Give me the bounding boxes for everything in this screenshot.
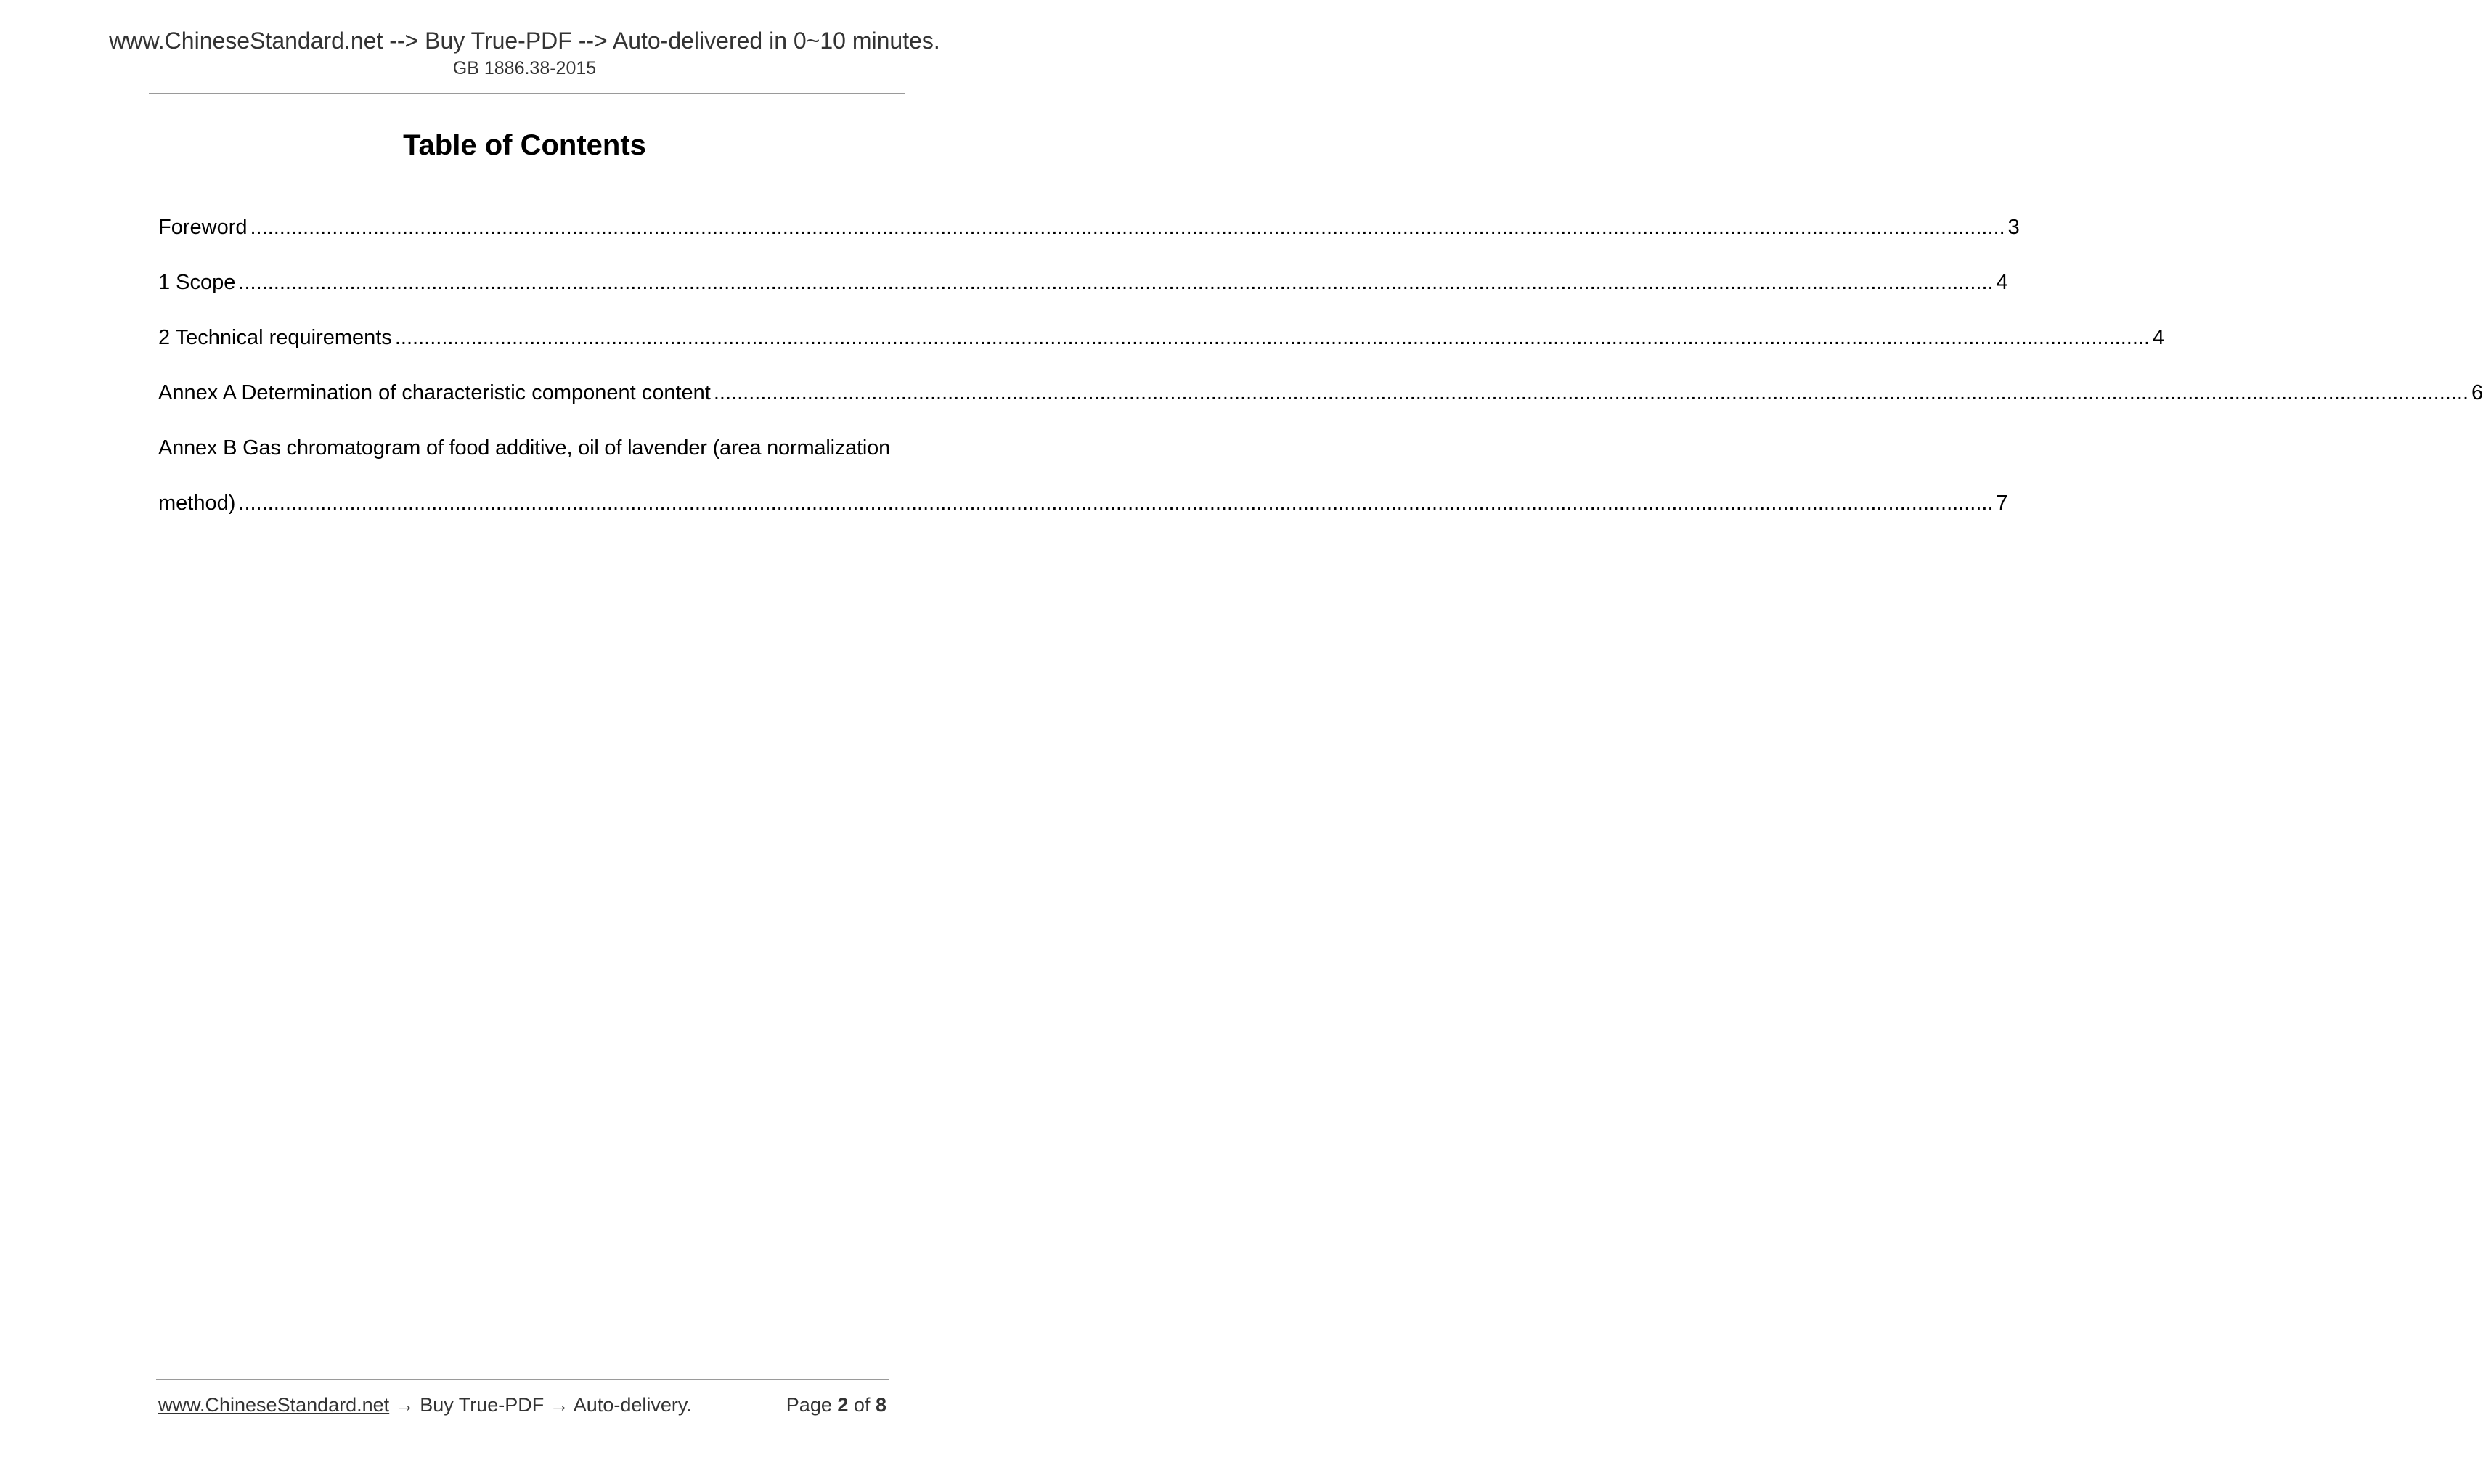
footer-site-link[interactable]: www.ChineseStandard.net — [158, 1394, 390, 1416]
toc-title: Table of Contents — [403, 129, 646, 161]
header-banner: www.ChineseStandard.net --> Buy True-PDF --> Auto-delivered in 0~10 minutes. — [109, 28, 940, 54]
page-indicator — [786, 1393, 886, 1417]
footer-promo — [158, 1393, 692, 1417]
of-word: of — [853, 1394, 871, 1416]
arrow-icon: → — [549, 1394, 569, 1416]
toc-entry-page: 4 — [2153, 326, 2165, 349]
toc-entry-annex-b[interactable] — [158, 489, 2008, 518]
total-page-number: 8 — [875, 1394, 886, 1416]
toc-entry-annex-a[interactable] — [158, 378, 2483, 407]
toc-entry-label: Annex A Determination of characteristic component content — [158, 381, 711, 404]
toc-entry-page: 7 — [1996, 492, 2008, 515]
toc-entry-annex-b-line1[interactable]: Annex B Gas chromatogram of food additive, oil of lavender (area normalization — [158, 436, 890, 460]
toc-entry-page: 3 — [2007, 216, 2020, 239]
arrow-icon: → — [394, 1394, 415, 1416]
dot-leader: ............................................................................................................................................................................................................................................................................................................ — [713, 381, 2469, 404]
toc-entry-label: 1 Scope — [158, 271, 236, 294]
toc-entry-page: 6 — [2471, 381, 2483, 404]
standard-number: GB 1886.38-2015 — [452, 58, 597, 78]
toc-entry-page: 4 — [1996, 271, 2008, 294]
dot-leader: ............................................................................................................................................................................................................................................................................................................ — [238, 492, 1994, 515]
toc-entry-label: 2 Technical requirements — [158, 326, 392, 349]
toc-entry-scope[interactable] — [158, 268, 2008, 297]
dot-leader: ............................................................................................................................................................................................................................................................................................................ — [238, 271, 1994, 294]
toc-entry-label: Foreword — [158, 216, 248, 239]
header-divider — [149, 93, 905, 94]
current-page-number: 2 — [837, 1394, 849, 1416]
toc-entry-technical-requirements[interactable] — [158, 323, 2165, 352]
toc-entry-foreword[interactable] — [158, 213, 2020, 242]
footer-divider — [156, 1379, 889, 1380]
dot-leader: ............................................................................................................................................................................................................................................................................................................ — [250, 216, 2005, 239]
page-word: Page — [786, 1394, 832, 1416]
footer-buy-text: Buy True-PDF — [420, 1394, 545, 1416]
dot-leader: ............................................................................................................................................................................................................................................................................................................ — [394, 326, 2150, 349]
toc-entry-label: method) — [158, 492, 236, 515]
footer-delivery-text: Auto-delivery. — [573, 1394, 692, 1416]
